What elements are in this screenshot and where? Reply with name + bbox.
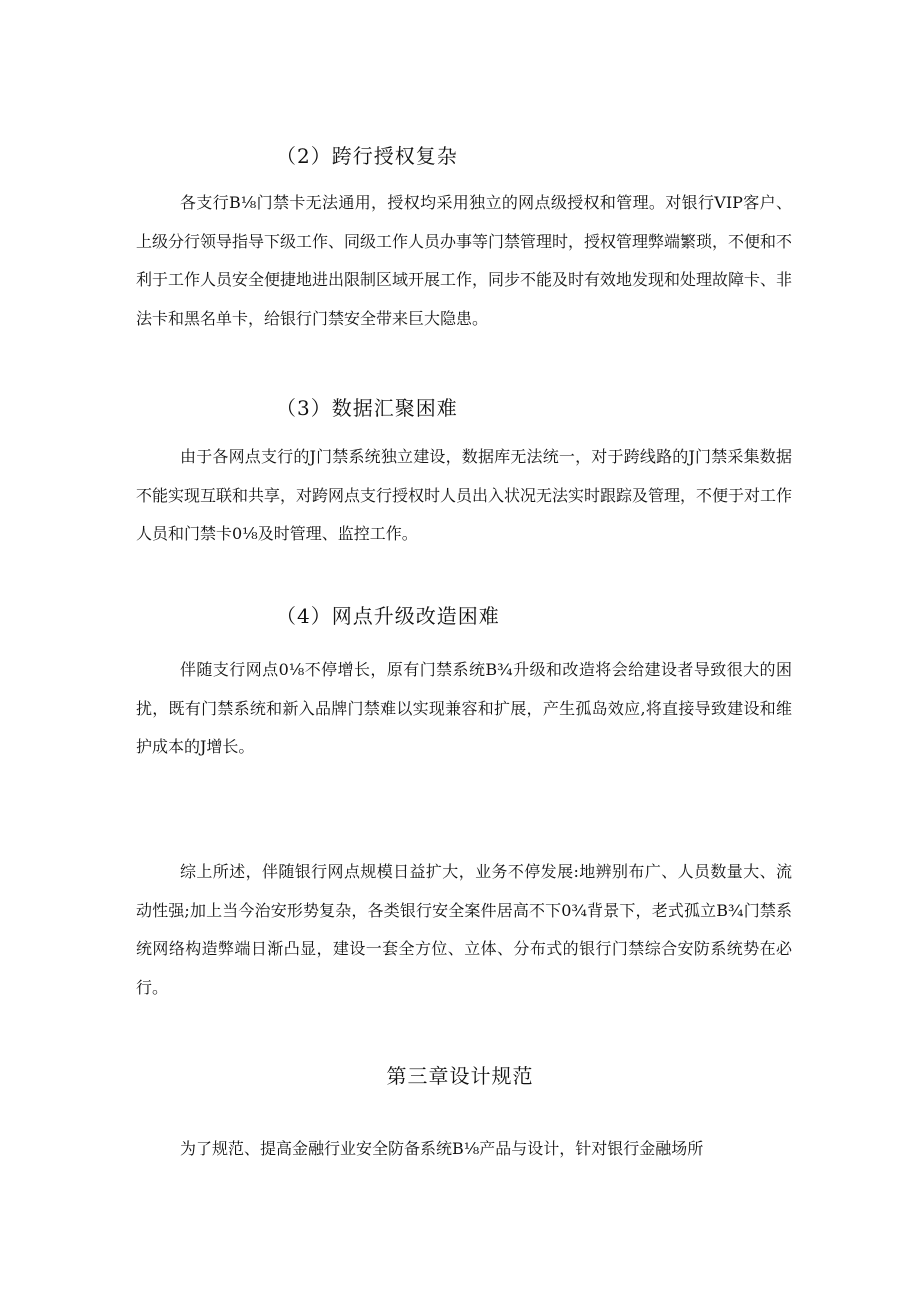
section-heading-2: （2）跨行授权复杂 bbox=[276, 144, 458, 168]
chapter-intro-paragraph: 为了规范、提高金融行业安全防备系统B⅛产品与设计，针对银行金融场所 bbox=[180, 1139, 704, 1158]
section-heading-3: （3）数据汇聚困难 bbox=[276, 396, 458, 420]
section-paragraph-4: 伴随支行网点0⅛不停增长，原有门禁系统B¾升级和改造将会给建设者导致很大的困扰，既有门禁系统和新入品牌门禁难以实现兼容和扩展，产生孤岛效应,将直接导致建设和维护成本的J增长。 bbox=[136, 660, 792, 756]
section-heading-4: （4）网点升级改造困难 bbox=[276, 604, 500, 628]
section-paragraph-2: 各支行B⅛门禁卡无法通用，授权均采用独立的网点级授权和管理。对银行VIP客户、上级分行领导指导下级工作、同级工作人员办事等门禁管理时，授权管理弊端繁琐，不便和不利于工作人员安全便捷地进出限制区域开展工作，同步不能及时有效地发现和处理故障卡、非法卡和黑名单卡，给银行门禁安全带来巨大隐患。 bbox=[136, 193, 793, 328]
chapter-title: 第三章设计规范 bbox=[386, 1064, 534, 1088]
summary-paragraph: 综上所述，伴随银行网点规模日益扩大，业务不停发展:地辨别布广、人员数量大、流动性强;加上当今治安形势复杂，各类银行安全案件居高不下0¾背景下，老式孤立B¾门禁系统网络构造弊端日渐凸显，建设一套全方位、立体、分布式的银行门禁综合安防系统势在必行。 bbox=[136, 862, 792, 997]
section-paragraph-3: 由于各网点支行的J门禁系统独立建设，数据库无法统一，对于跨线路的J门禁采集数据不能实现互联和共享，对跨网点支行授权时人员出入状况无法实时跟踪及管理，不便于对工作人员和门禁卡0⅛及时管理、监控工作。 bbox=[136, 447, 793, 543]
